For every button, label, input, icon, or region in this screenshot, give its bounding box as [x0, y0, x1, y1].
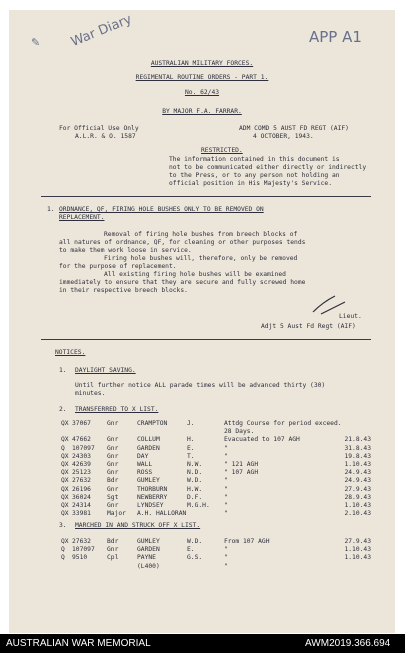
roster-no: 26196 — [72, 485, 91, 493]
roster-detail: From 107 AGH — [224, 538, 270, 545]
roster-name: GUMLEY — [137, 538, 160, 545]
roster-detail: " — [224, 510, 228, 518]
document-page — [9, 10, 395, 633]
restricted-line: to the Press, or to any person not holding an — [169, 172, 340, 179]
roster-no: 33981 — [72, 510, 91, 518]
roster-pre: QX — [61, 436, 69, 444]
roster-detail: " — [224, 546, 228, 554]
roster-name: NEWBERRY — [137, 493, 168, 501]
roster-name: COLLUM — [137, 436, 160, 444]
roster-date: 27.9.43 — [344, 538, 371, 545]
roster-pre: QX — [61, 420, 69, 427]
roster-init: J. — [187, 420, 195, 427]
roster-name: (L400) — [137, 562, 160, 570]
roster-init: E. — [187, 546, 195, 554]
order-number: 1. — [47, 206, 55, 213]
divider — [41, 339, 371, 340]
roster-name: WALL — [137, 461, 153, 468]
roster-init: W.D. — [187, 477, 203, 485]
roster-name: GARDEN — [137, 546, 160, 554]
roster-rank: Gnr — [107, 444, 119, 452]
notice-title: TRANSFERRED TO X LIST. — [75, 406, 159, 413]
notice-number: 3. — [59, 522, 67, 529]
divider — [41, 196, 371, 197]
roster-no: 25123 — [72, 469, 91, 477]
roster-detail: " — [224, 452, 228, 460]
handwritten-app-ref: APP A1 — [309, 28, 362, 46]
roster-init: G.S. — [187, 554, 203, 562]
restricted-line: official position in His Majesty's Service. — [169, 180, 333, 187]
restricted-title: RESTRICTED. — [201, 147, 243, 154]
roster-rank: Bdr — [107, 477, 119, 485]
notice-number: 2. — [59, 406, 67, 413]
notice-line: Until further notice ALL parade times will be advanced thirty (30) — [75, 382, 326, 389]
roster-no: 42639 — [72, 461, 91, 468]
roster-name: ROSS — [137, 469, 153, 477]
roster-rank: Bdr — [107, 538, 119, 545]
roster-rank: Gnr — [107, 546, 119, 554]
order-title-cont: REPLACEMENT. — [59, 214, 105, 221]
roster-name: THORBURN — [137, 485, 168, 493]
roster-no: 37067 — [72, 420, 91, 427]
roster-pre: Q — [61, 554, 65, 562]
roster-date: 2.10.43 — [344, 510, 371, 518]
roster-no: 47662 — [72, 436, 91, 444]
footer-institution: AUSTRALIAN WAR MEMORIAL — [6, 638, 151, 649]
roster-pre: QX — [61, 493, 69, 501]
roster-detail: " — [224, 554, 228, 562]
order-title: ORDNANCE, QF, FIRING HOLE BUSHES ONLY TO BE REMOVED ON — [59, 206, 264, 213]
roster-name: A.H. HALLORAN — [137, 510, 187, 518]
roster-name: DAY — [137, 452, 149, 460]
roster-detail: " — [224, 493, 228, 501]
roster-date: 24.9.43 — [344, 477, 371, 485]
roster-detail: " — [224, 477, 228, 485]
archive-footer — [0, 634, 405, 653]
roster-pre: QX — [61, 485, 69, 493]
roster-init: W.D. — [187, 538, 203, 545]
handwritten-war-diary: War Diary — [69, 11, 135, 50]
org-heading: AUSTRALIAN MILITARY FORCES. — [150, 60, 254, 67]
roster-init: N.W. — [187, 461, 203, 468]
roster-rank: Gnr — [107, 436, 119, 444]
order-line: Firing hole bushes will, therefore, only be removed — [104, 255, 298, 262]
orders-by: BY MAJOR F.A. FARRAR. — [162, 108, 242, 115]
roster-rank: Sgt — [107, 493, 119, 501]
order-line: in their respective breech blocks. — [59, 287, 188, 294]
roster-date: 27.9.43 — [344, 485, 371, 493]
order-date: 4 OCTOBER, 1943. — [253, 133, 314, 140]
roster-detail: Evacuated to 107 AGH — [224, 436, 300, 444]
roster-no: 24303 — [72, 452, 91, 460]
orders-number: No. 62/43 — [184, 89, 220, 96]
order-line: All existing firing hole bushes will be examined — [104, 271, 286, 278]
roster-no: 9510 — [72, 554, 88, 562]
roster-pre: QX — [61, 477, 69, 485]
roster-rank: Gnr — [107, 452, 119, 460]
orders-title: REGIMENTAL ROUTINE ORDERS - PART 1. — [135, 74, 269, 81]
handwritten-mark: ✎ — [31, 36, 41, 49]
roster-date: 1.10.43 — [344, 502, 371, 509]
footer-accession: AWM2019.366.694 — [305, 638, 391, 649]
roster-init: H.W. — [187, 485, 203, 493]
roster-pre: Q — [61, 444, 65, 452]
roster-no: 24314 — [72, 502, 91, 509]
roster-rank: Gnr — [107, 485, 119, 493]
roster-date: 21.8.43 — [344, 436, 371, 444]
roster-date: 19.8.43 — [344, 452, 371, 460]
order-line: all natures of ordnance, QF, for cleaning or other purposes tends — [59, 239, 306, 246]
order-line: for the purpose of replacement. — [59, 263, 177, 270]
roster-date: 1.10.43 — [344, 546, 371, 554]
order-line: to make them work loose in service. — [59, 247, 192, 254]
notice-line: minutes. — [75, 390, 106, 397]
signature-unit: Adjt 5 Aust Fd Regt (AIF) — [261, 323, 356, 330]
roster-pre: QX — [61, 469, 69, 477]
order-line: immediately to ensure that they are secure and fully screwed home — [59, 279, 306, 286]
roster-pre: QX — [61, 510, 69, 518]
reference: A.L.R. & O. 1587 — [75, 133, 136, 140]
roster-detail: " — [224, 444, 228, 452]
roster-name: GARDEN — [137, 444, 160, 452]
roster-detail: 28 Days. — [224, 428, 255, 436]
roster-init: E. — [187, 444, 195, 452]
notice-number: 1. — [59, 367, 67, 374]
roster-rank: Major — [107, 510, 126, 518]
roster-date: 1.10.43 — [344, 461, 371, 468]
roster-init: M.G.H. — [187, 502, 210, 509]
roster-rank: Gnr — [107, 420, 119, 427]
roster-date: 28.9.43 — [344, 493, 371, 501]
roster-detail: " — [224, 485, 228, 493]
roster-pre: Q — [61, 546, 65, 554]
roster-rank: Gnr — [107, 502, 119, 509]
roster-init: D.F. — [187, 493, 203, 501]
roster-name: CRAMPTON — [137, 420, 168, 427]
restricted-line: not to be communicated either directly or indirectly — [169, 164, 367, 171]
roster-detail: " 121 AGH — [224, 461, 259, 468]
roster-pre: QX — [61, 502, 69, 509]
roster-date: 1.10.43 — [344, 554, 371, 562]
notice-title: DAYLIGHT SAVING. — [75, 367, 136, 374]
roster-init: H. — [187, 436, 195, 444]
roster-no: 107097 — [72, 546, 95, 554]
roster-date: 24.9.43 — [344, 469, 371, 477]
roster-rank: Gnr — [107, 461, 119, 468]
roster-no: 36024 — [72, 493, 91, 501]
roster-date: 31.8.43 — [344, 444, 371, 452]
notice-title: MARCHED IN AND STRUCK OFF X LIST. — [75, 522, 201, 529]
roster-no: 107097 — [72, 444, 95, 452]
roster-name: PAYNE — [137, 554, 156, 562]
restricted-line: The information contained in this document is — [169, 156, 340, 163]
roster-detail: " — [224, 502, 228, 509]
unit-heading: ADM COMD 5 AUST FD REGT (AIF) — [239, 125, 349, 132]
roster-init: T. — [187, 452, 195, 460]
roster-pre: QX — [61, 461, 69, 468]
roster-detail: " — [224, 562, 228, 570]
roster-name: LYNDSEY — [137, 502, 164, 509]
order-line: Removal of firing hole bushes from breech blocks of — [104, 231, 298, 238]
roster-detail: " 107 AGH — [224, 469, 259, 477]
roster-init: N.D. — [187, 469, 203, 477]
official-use: For Official Use Only — [59, 125, 139, 132]
notices-title: NOTICES. — [55, 349, 86, 356]
roster-name: GUMLEY — [137, 477, 160, 485]
roster-rank: Gnr — [107, 469, 119, 477]
roster-detail: Attdg Course for period exceed. — [224, 420, 342, 427]
signature-rank: Lieut. — [339, 313, 362, 320]
roster-pre: QX — [61, 538, 69, 545]
roster-pre: QX — [61, 452, 69, 460]
roster-rank: Cpl — [107, 554, 119, 562]
roster-no: 27632 — [72, 477, 91, 485]
roster-no: 27632 — [72, 538, 91, 545]
